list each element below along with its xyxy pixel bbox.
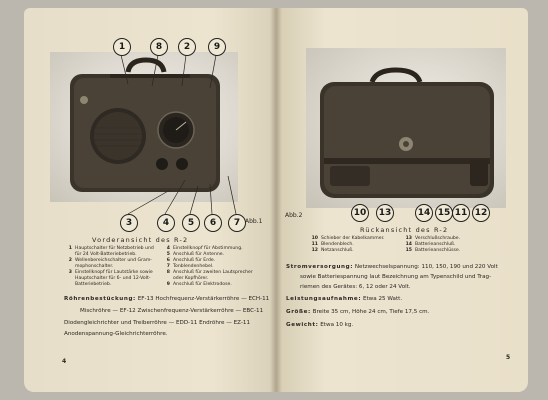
legend-item: 12 Netzanschluß.	[311, 248, 354, 253]
spec-size: Größe: Breite 35 cm, Höhe 24 cm, Tiefe 17,5 cm.	[286, 309, 430, 315]
legend-item: 13 Verschlußschraube.	[405, 236, 461, 241]
booklet-spine	[270, 8, 282, 392]
radio-back-illustration	[306, 48, 506, 208]
callout-9: 9	[208, 38, 226, 56]
callout-14: 14	[415, 204, 433, 222]
callout-13: 13	[376, 204, 394, 222]
callout-12: 12	[472, 204, 490, 222]
legend-item: 3 Einstellknopf für Lautstärke sowie	[68, 270, 153, 275]
radio-back-photo	[306, 48, 506, 208]
legend-item: 6 Anschluß für Erde.	[166, 258, 216, 263]
legend-item: 8 Anschluß für zweiten Lautsprecher	[166, 270, 253, 275]
spec-power-supply-cont-1: sowie Batteriespannung laut Bezeichnung am Typenschild und Trag-	[300, 274, 492, 280]
legend-item: 7 Tonblendenhebel.	[166, 264, 214, 269]
legend-item: Hauptschalter für 6- und 12-Volt-	[75, 276, 151, 281]
figure-label-abb2: Abb.2	[285, 212, 303, 219]
legend-item: für 24 Volt-Batteriebetrieb.	[75, 252, 137, 257]
legend-item: 2 Wellenbereichschalter und Gram-	[68, 258, 152, 263]
callout-5: 5	[182, 214, 200, 232]
legend-item: oder Kopfhörer.	[173, 276, 209, 281]
callout-3: 3	[120, 214, 138, 232]
callout-15: 15	[435, 204, 453, 222]
callout-4: 4	[157, 214, 175, 232]
callout-8: 8	[150, 38, 168, 56]
callout-7: 7	[228, 214, 246, 232]
page-number-right: 5	[506, 354, 511, 361]
legend-item: 15 Batterieanschlüsse.	[405, 248, 461, 253]
legend-item: Batteriebetrieb.	[75, 282, 112, 287]
spec-power-supply-cont-2: riemen des Gerätes: 6, 12 oder 24 Volt.	[300, 284, 411, 290]
spec-power-supply: Stromversorgung: Netzwechselspannung: 110, 150, 190 und 220 Volt	[286, 264, 498, 270]
callout-1: 1	[113, 38, 131, 56]
legend-item: 5 Anschluß für Antenne.	[166, 252, 225, 257]
page-number-left: 4	[62, 358, 67, 365]
figure-label-abb1: Abb.1	[245, 218, 263, 225]
tubes-line-2: Mischröhre — EF-12 Zwischenfrequenz-Verstärkerröhre — EBC-11	[80, 308, 264, 314]
legend-item: 10 Schieber der Kabelkammer.	[311, 236, 385, 241]
legend-item: mophonschalter.	[75, 264, 114, 269]
tubes-line-3: Diodengleichrichter und Treiberröhre — EDD-11 Endröhre — EZ-11	[64, 320, 251, 326]
callout-6: 6	[204, 214, 222, 232]
callout-2: 2	[178, 38, 196, 56]
radio-front-photo	[50, 52, 238, 202]
spec-power-consumption: Leistungsaufnahme: Etwa 25 Watt.	[286, 296, 403, 302]
radio-front-illustration	[50, 52, 238, 202]
front-view-caption: Vorderansicht des R-2	[92, 236, 189, 244]
tubes-line-4: Anodenspannung-Gleichrichterröhre.	[64, 331, 168, 337]
callout-11: 11	[452, 204, 470, 222]
tubes-line-1: Röhrenbestückung: EF-13 Hochfrequenz-Verstärkerröhre — ECH-11	[64, 296, 270, 302]
legend-item: 11 Blendenblech.	[311, 242, 354, 247]
legend-item: 14 Batterieanschluß.	[405, 242, 456, 247]
legend-item: 1 Hauptschalter für Netzbetrieb und	[68, 246, 154, 251]
legend-item: 9 Anschluß für Elektrodose.	[166, 282, 232, 287]
back-view-caption: Rückansicht des R-2	[360, 226, 449, 234]
callout-10: 10	[351, 204, 369, 222]
spec-weight: Gewicht: Etwa 10 kg.	[286, 322, 354, 328]
legend-item: 4 Einstellknopf für Abstimmung.	[166, 246, 243, 251]
